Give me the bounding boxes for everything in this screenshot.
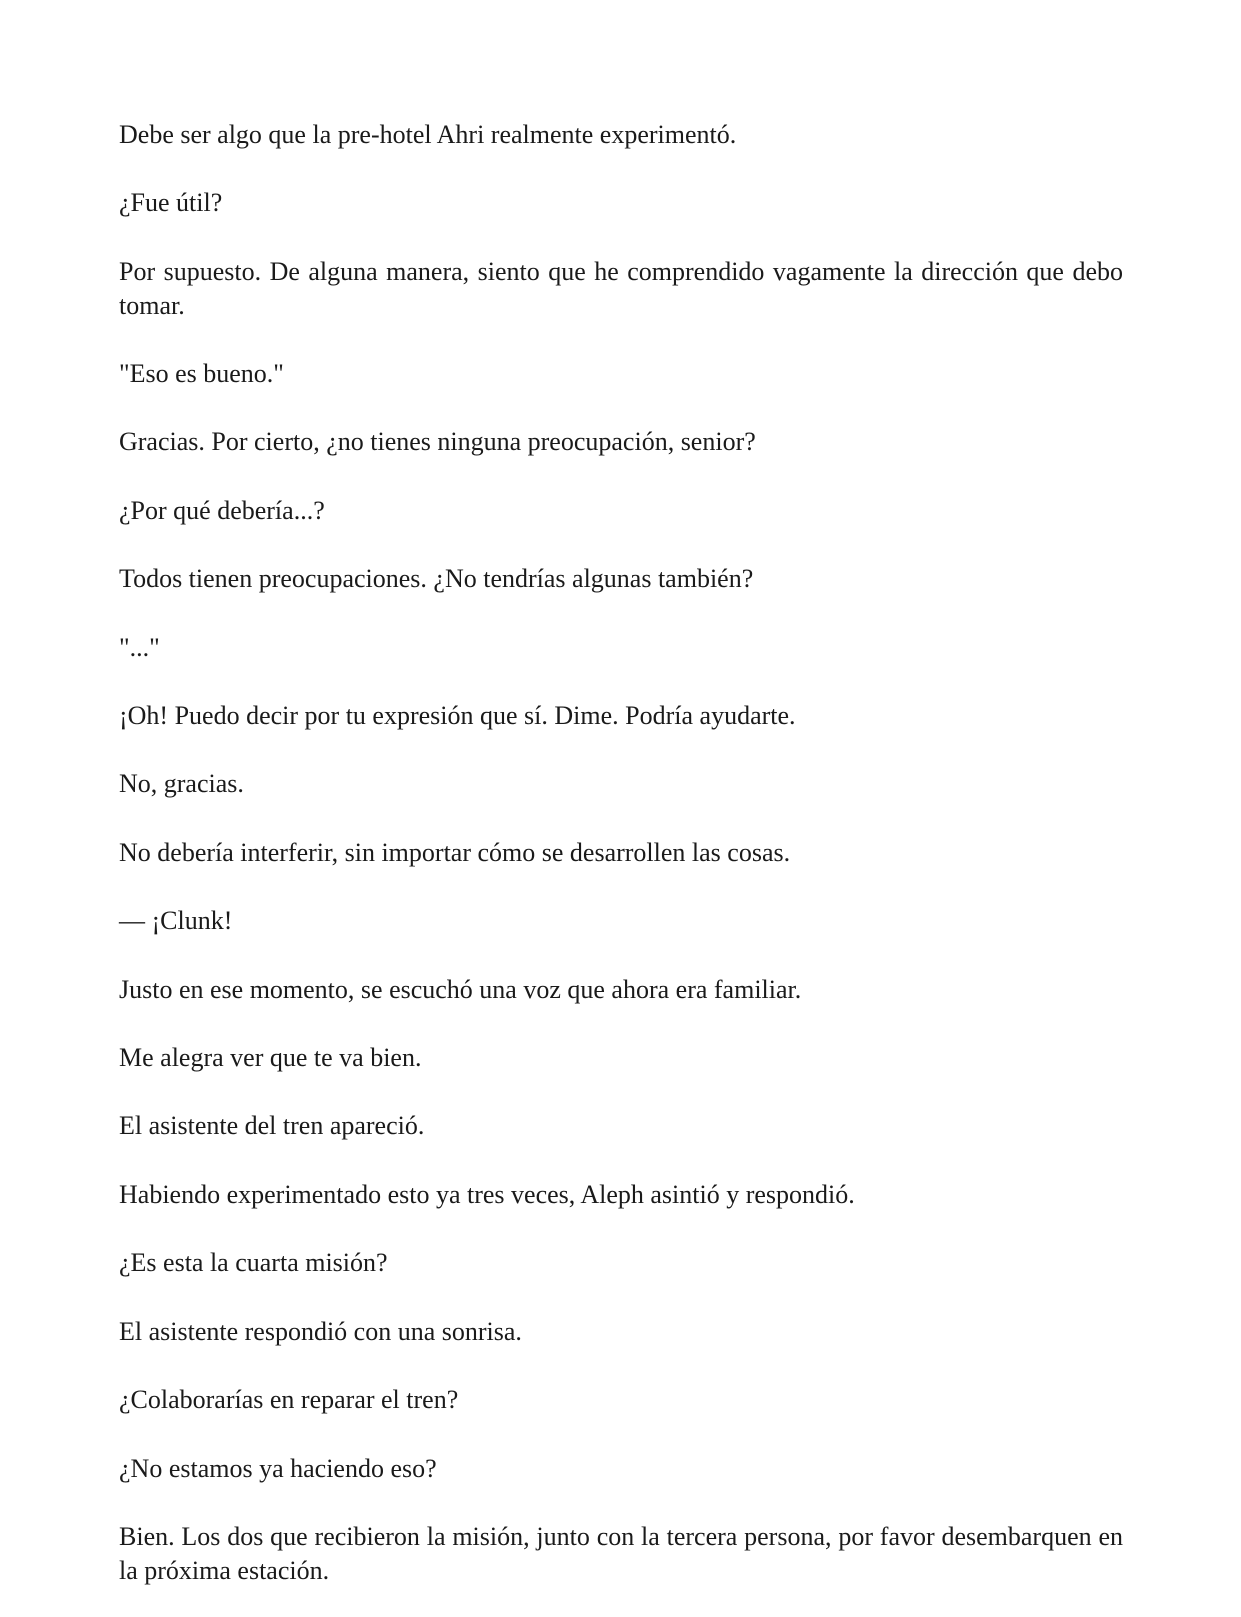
paragraph: Debe ser algo que la pre-hotel Ahri realmente experimentó. — [119, 120, 737, 149]
paragraph: El asistente del tren apareció. — [119, 1111, 425, 1140]
paragraph: Por supuesto. De alguna manera, siento que he comprendido vagamente la dirección que debo tomar. — [119, 257, 1123, 320]
paragraph: Bien. Los dos que recibieron la misión, junto con la tercera persona, por favor desembarquen en la próxima estación. — [119, 1522, 1123, 1585]
paragraph: ¿Colaborarías en reparar el tren? — [119, 1385, 459, 1414]
paragraph: Justo en ese momento, se escuchó una voz que ahora era familiar. — [119, 975, 802, 1004]
paragraph: Todos tienen preocupaciones. ¿No tendrías algunas también? — [119, 564, 754, 593]
paragraph: ¿Por qué debería...? — [119, 496, 325, 525]
paragraph: "Eso es bueno." — [119, 359, 284, 388]
paragraph: No, gracias. — [119, 769, 244, 798]
paragraph: ¡Oh! Puedo decir por tu expresión que sí. Dime. Podría ayudarte. — [119, 701, 796, 730]
paragraph: No debería interferir, sin importar cómo se desarrollen las cosas. — [119, 838, 791, 867]
paragraph: "..." — [119, 633, 160, 662]
paragraph: Me alegra ver que te va bien. — [119, 1043, 422, 1072]
paragraph: Gracias. Por cierto, ¿no tienes ninguna preocupación, senior? — [119, 427, 756, 456]
paragraph: Habiendo experimentado esto ya tres veces, Aleph asintió y respondió. — [119, 1180, 855, 1209]
paragraph: ¿No estamos ya haciendo eso? — [119, 1454, 437, 1483]
paragraph: ¿Es esta la cuarta misión? — [119, 1248, 388, 1277]
paragraph: El asistente respondió con una sonrisa. — [119, 1317, 522, 1346]
paragraph: ¿Fue útil? — [119, 188, 223, 217]
paragraph: — ¡Clunk! — [119, 906, 233, 935]
